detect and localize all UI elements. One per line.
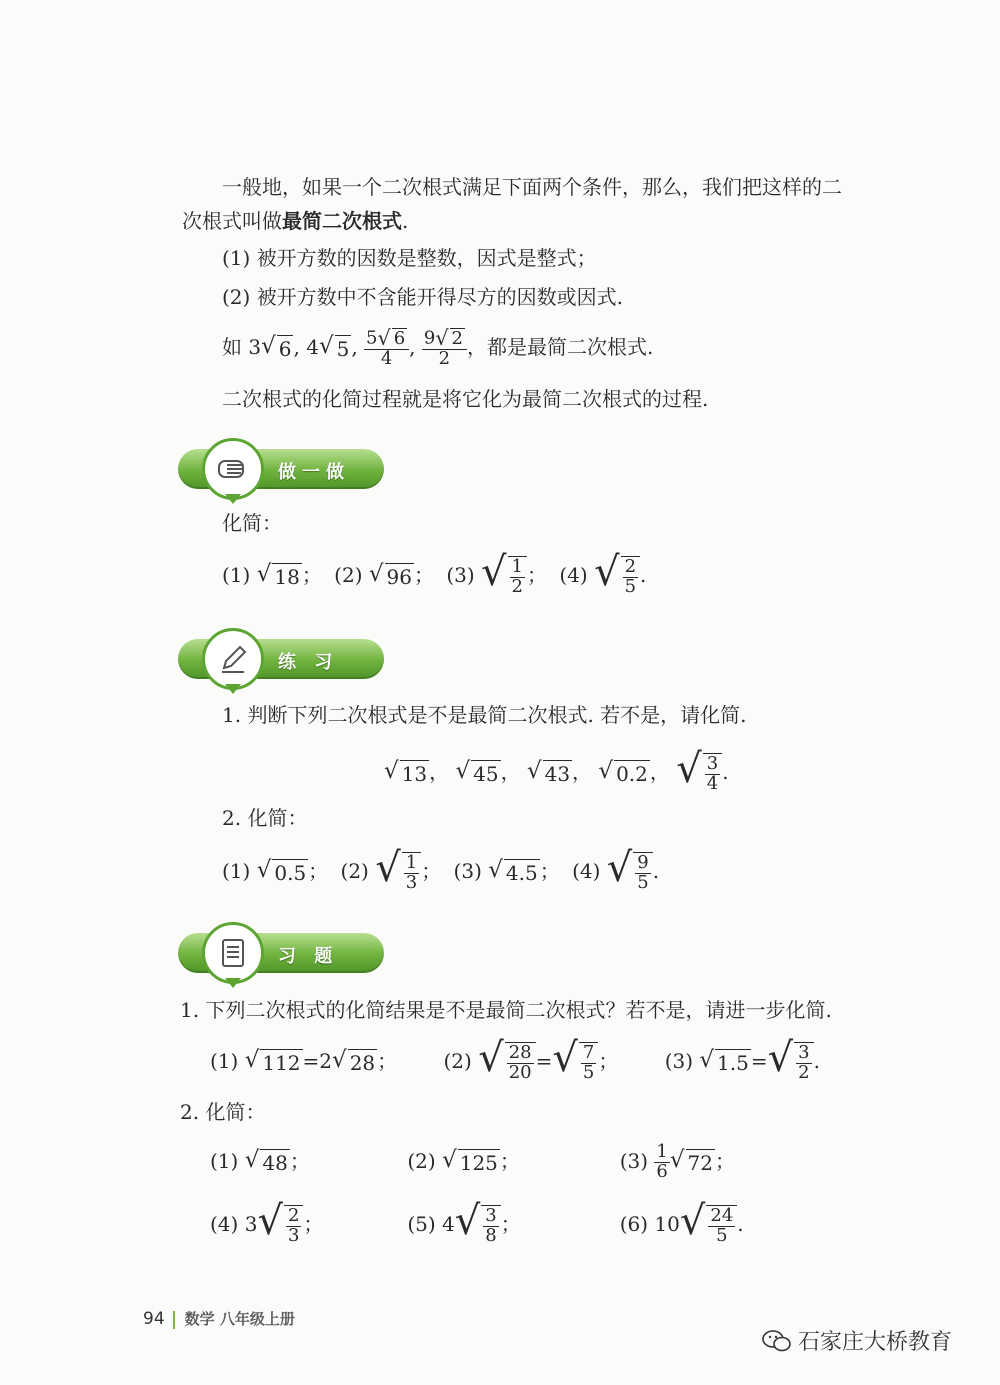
exercise-q2-item-5: (5) 4 √ $\frac{3}{8}$ ； (407, 1198, 521, 1246)
example-prefix: 如 (222, 334, 242, 359)
try-items (222, 549, 652, 597)
practice-item-1: (1) √ 0.5 ； (222, 857, 329, 886)
exercise-q2-item-3: (3) $\frac{1}{6}$ √ 72 ； (619, 1141, 735, 1182)
exercise-q1: 1. 下列二次根式的化简结果是不是最简二次根式？若不是，请进一步化简. (180, 998, 832, 1022)
try-item-1: (1) √ 18 ； (222, 561, 322, 590)
practice-q2: 2. 化简： (222, 806, 308, 830)
pencil-icon (202, 628, 264, 690)
practice-item-4: (4) √ $\frac{9}{5}$ . (572, 845, 660, 893)
page-footer (143, 1308, 295, 1329)
condition-1: (1) 被开方数的因数是整数，因式是整式； (222, 246, 597, 270)
exercise-q2-item-2: (2) √ 125 ； (407, 1147, 520, 1176)
intro-line-2 (182, 209, 408, 233)
book-title: 数学 八年级上册 (184, 1310, 295, 1328)
exercise-q1-item-3: (3) √ 1.5 = √ $\frac{3}{2}$ . (664, 1035, 820, 1083)
try-item-2: (2) √ 96 ； (334, 561, 434, 590)
try-it-title: 做一做 (278, 462, 350, 483)
example-9sqrt2-over-2: 9 √ 2 2 (422, 328, 467, 369)
condition-2: (2) 被开方数中不含能开得尽方的因数或因式. (222, 285, 624, 309)
exercise-q2-item-6: (6) 10 √ $\frac{24}{5}$ . (619, 1198, 744, 1246)
wechat-icon (762, 1329, 792, 1353)
exercise-q2-row-2 (210, 1198, 750, 1246)
intro-line-1: 一般地，如果一个二次根式满足下面两个条件，那么，我们把这样的二 (222, 175, 842, 199)
exercise-q2-row-1 (210, 1143, 741, 1182)
page-number: 94 (143, 1309, 165, 1329)
practice-item-2: (2) √ $\frac{1}{3}$ ； (340, 845, 442, 893)
practice-q2-items (222, 845, 665, 893)
example-4sqrt5: 4 √ 5 , (306, 333, 358, 362)
example-5sqrt6-over-4: 5 √ 6 4 (364, 328, 409, 369)
intro-line-2-prefix: 次根式叫做 (182, 209, 282, 233)
try-item-3: (3) √ $\frac{1}{2}$ ； (446, 549, 547, 597)
exercise-q2-item-4: (4) 3 √ $\frac{2}{3}$ ； (210, 1198, 324, 1246)
watermark (762, 1325, 952, 1356)
exercise-title: 习 题 (278, 946, 339, 967)
practice-q1: 1. 判断下列二次根式是不是最简二次根式. 若不是，请化简. (222, 703, 747, 727)
example-suffix: ，都是最简二次根式. (466, 334, 654, 359)
exercise-q1-items (210, 1035, 826, 1083)
footer-divider (173, 1311, 175, 1329)
practice-banner (178, 636, 384, 682)
example-line: 如 3 √ 6 , 4 √ 5 , 5 √ 6 4 , 9 √ 2 2 ，都是最简二次根式. (222, 326, 654, 369)
try-item-4: (4) √ $\frac{2}{5}$ . (559, 549, 647, 597)
exercise-banner (178, 930, 384, 976)
hand-icon (202, 438, 264, 500)
practice-item-3: (3) √ 4.5 ； (453, 857, 560, 886)
example-3sqrt6: 3 √ 6 , (248, 333, 300, 362)
process-line: 二次根式的化简过程就是将它化为最简二次根式的过程. (222, 387, 709, 411)
watermark-text: 石家庄大桥教育 (798, 1330, 953, 1355)
intro-line-2-suffix: . (402, 209, 409, 233)
practice-q1-radicals: √ 13 ， √ 45 ， √ 43 ， √ 0.2 ， √ $\frac{3}{4}$ . (384, 746, 729, 794)
simplest-radical-term: 最简二次根式 (282, 209, 402, 233)
exercise-q1-item-2: (2) √ $\frac{28}{20}$ = √ $\frac{7}{5}$ ； (443, 1035, 619, 1083)
try-prompt: 化简： (222, 511, 282, 535)
exercise-q2: 2. 化简： (180, 1100, 266, 1124)
exercise-q1-item-1: (1) √ 112 =2 √ 28 ； (210, 1047, 398, 1076)
try-it-banner (178, 446, 384, 492)
notepad-icon (202, 922, 264, 984)
exercise-q2-item-1: (1) √ 48 ； (210, 1147, 310, 1176)
practice-title: 练 习 (278, 652, 339, 673)
